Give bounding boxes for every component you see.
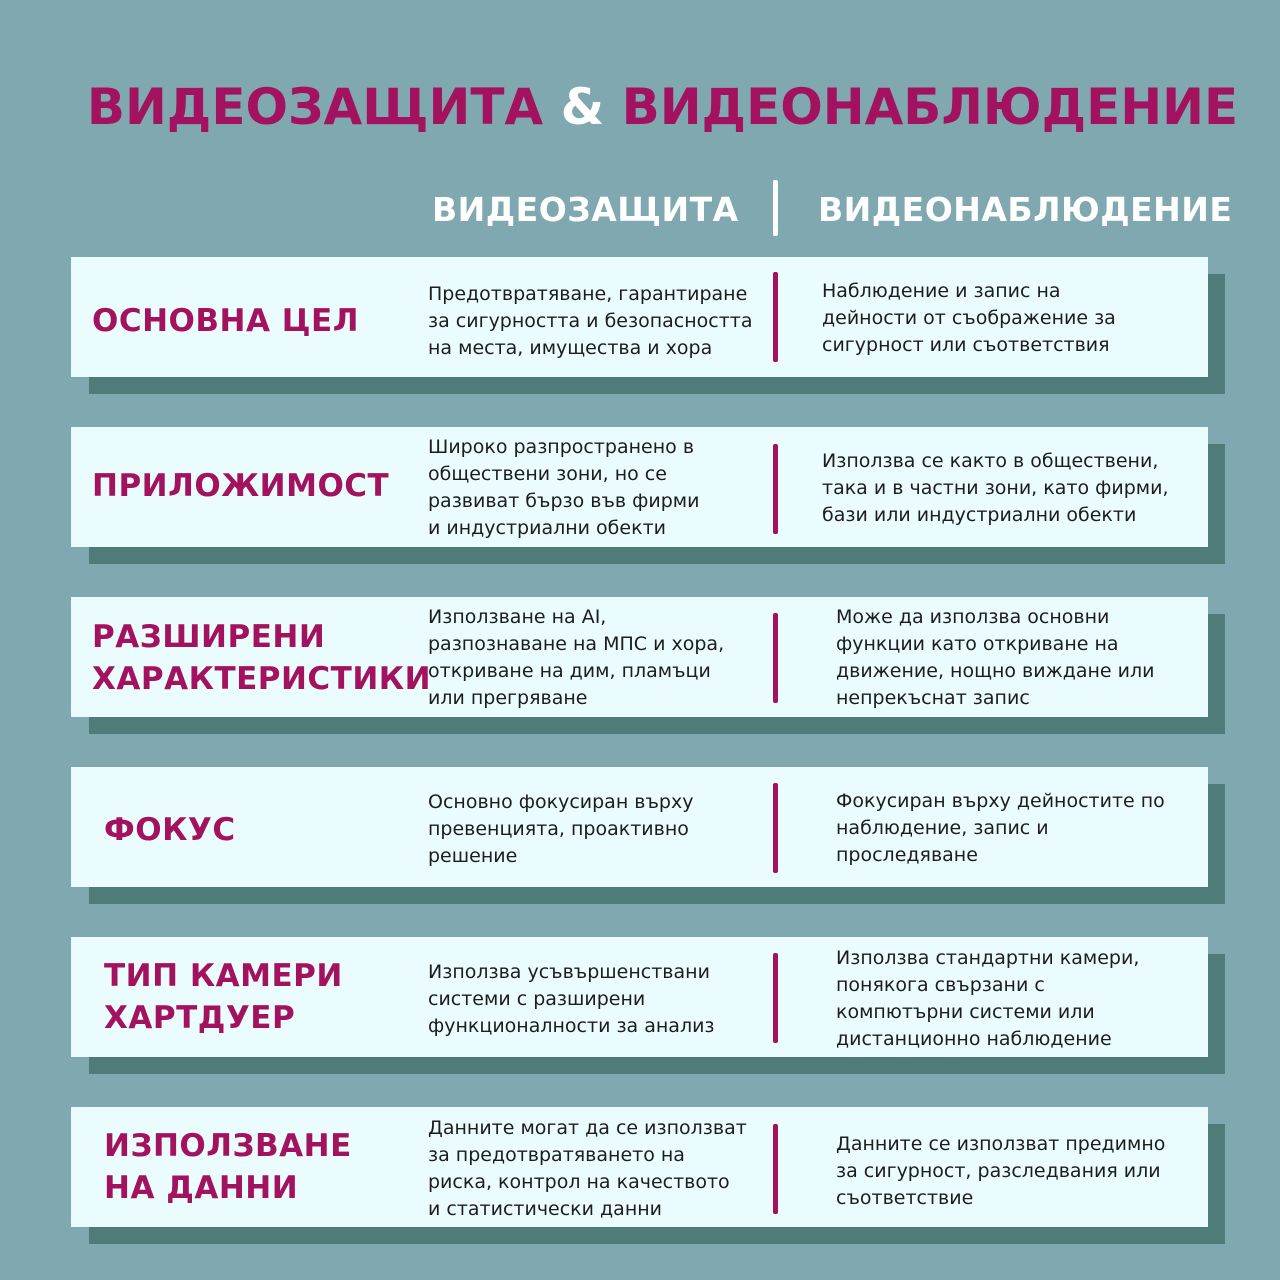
protection-description: Използване на AI, разпознаване на МПС и хора, откриване на дим, пламъци или прегряване (428, 606, 725, 709)
surveillance-description: Наблюдение и запис на дейности от съображение за сигурност или съответствия (822, 280, 1116, 356)
surveillance-description: Фокусиран върху дейностите по наблюдение, запис и проследяване (836, 790, 1165, 866)
title-part-surveillance: ВИДЕОНАБЛЮДЕНИЕ (621, 78, 1239, 136)
protection-description: Използва усъвършенствани системи с разширени функционалности за анализ (428, 961, 715, 1037)
row-divider (773, 1124, 778, 1214)
comparison-row-data-usage (71, 1107, 1208, 1227)
protection-description: Данните могат да се използват за предотвратяването на риска, контрол на качеството и статистически данни (428, 1117, 747, 1220)
row-divider (773, 272, 778, 362)
row-divider (773, 444, 778, 534)
protection-description: Широко разпространено в обществени зони, но се развиват бързо във фирми и индустриални обекти (428, 436, 700, 539)
protection-description: Основно фокусиран върху превенцията, проактивно решение (428, 791, 694, 867)
row-label: ИЗПОЛЗВАНЕ НА ДАННИ (104, 1128, 352, 1206)
protection-description: Предотвратяване, гарантиране за сигурността и безопасността на места, имущества и хора (428, 283, 753, 359)
header-divider (773, 180, 778, 236)
row-divider (773, 953, 778, 1043)
comparison-row-applicability (71, 427, 1208, 547)
row-label: ФОКУС (104, 812, 236, 848)
page-title (0, 78, 1280, 136)
surveillance-description: Използва стандартни камери, понякога свързани с компютърни системи или дистанционно наблюдение (836, 947, 1140, 1050)
row-label: РАЗШИРЕНИ ХАРАКТЕРИСТИКИ (92, 619, 432, 697)
row-divider (773, 783, 778, 873)
surveillance-description: Може да използва основни функции като откриване на движение, нощно виждане или непрекъснат запис (836, 606, 1155, 709)
comparison-row-main-goal (71, 257, 1208, 377)
column-header-surveillance: ВИДЕОНАБЛЮДЕНИЕ (818, 190, 1233, 229)
row-label: ТИП КАМЕРИ ХАРТДУЕР (104, 958, 343, 1036)
comparison-row-camera-hardware (71, 937, 1208, 1057)
comparison-row-focus (71, 767, 1208, 887)
title-ampersand: & (560, 78, 605, 136)
comparison-row-extended-features (71, 597, 1208, 717)
surveillance-description: Използва се както в обществени, така и в частни зони, като фирми, бази или индустриални обекти (822, 450, 1169, 526)
row-label: ПРИЛОЖИМОСТ (92, 468, 390, 504)
row-divider (773, 613, 778, 703)
surveillance-description: Данните се използват предимно за сигурност, разследвания или съответствие (836, 1133, 1166, 1209)
row-label: ОСНОВНА ЦЕЛ (92, 303, 359, 339)
column-header-protection: ВИДЕОЗАЩИТА (432, 190, 739, 229)
title-part-protection: ВИДЕОЗАЩИТА (86, 78, 544, 136)
